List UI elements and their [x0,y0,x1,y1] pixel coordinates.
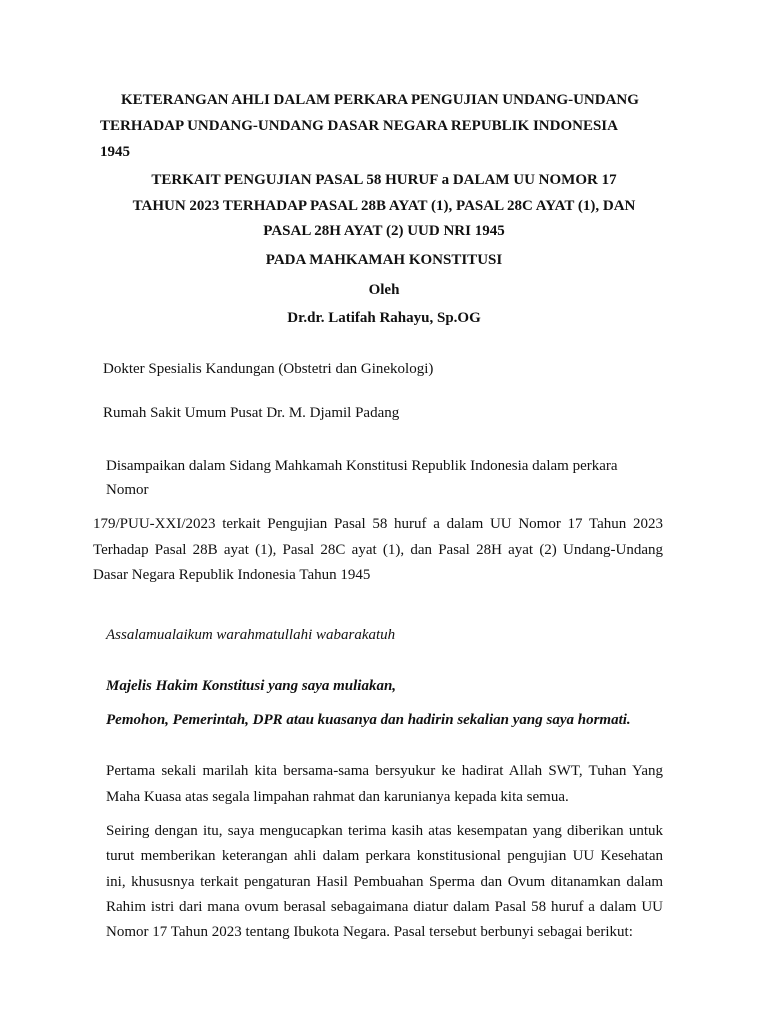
salutation-line-1: Majelis Hakim Konstitusi yang saya muliakan, [106,678,397,694]
title-line-1: KETERANGAN AHLI DALAM PERKARA PENGUJIAN UNDANG-UNDANG [121,92,639,108]
paragraph-2-line-4: Rahim istri dari mana ovum berasal sebagaimana diatur dalam Pasal 58 huruf a dalam UU [106,899,663,915]
intro-line-5: Dasar Negara Republik Indonesia Tahun 1945 [93,567,371,583]
author-specialty: Dokter Spesialis Kandungan (Obstetri dan Ginekologi) [103,361,434,377]
paragraph-1-line-2: Maha Kuasa atas segala limpahan rahmat dan karunianya kepada kita semua. [106,789,569,805]
paragraph-2-line-1: Seiring dengan itu, saya mengucapkan terima kasih atas kesempatan yang diberikan untuk [106,823,663,839]
greeting: Assalamualaikum warahmatullahi wabarakatuh [106,627,396,643]
title-line-3: 1945 [100,144,130,160]
by-label: Oleh [368,282,400,298]
author-hospital: Rumah Sakit Umum Pusat Dr. M. Djamil Padang [103,405,400,421]
paragraph-1-line-1: Pertama sekali marilah kita bersama-sama bersyukur ke hadirat Allah SWT, Tuhan Yang [106,763,663,779]
title-line-6: PASAL 28H AYAT (2) UUD NRI 1945 [263,223,505,239]
author-name: Dr.dr. Latifah Rahayu, Sp.OG [287,310,481,326]
intro-line-3: 179/PUU-XXI/2023 terkait Pengujian Pasal 58 huruf a dalam UU Nomor 17 Tahun 2023 [93,516,663,532]
intro-line-2: Nomor [106,482,149,498]
intro-line-1: Disampaikan dalam Sidang Mahkamah Konstitusi Republik Indonesia dalam perkara [106,458,618,474]
title-line-4: TERKAIT PENGUJIAN PASAL 58 HURUF a DALAM UU NOMOR 17 [151,172,617,188]
intro-line-4: Terhadap Pasal 28B ayat (1), Pasal 28C ayat (1), dan Pasal 28H ayat (2) Undang-Undang [93,542,663,558]
title-line-7: PADA MAHKAMAH KONSTITUSI [265,252,503,268]
paragraph-2-line-3: ini, khususnya terkait pengaturan Hasil Pembuahan Sperma dan Ovum ditanamkan dalam [106,874,663,890]
title-line-2: TERHADAP UNDANG-UNDANG DASAR NEGARA REPUBLIK INDONESIA [100,118,618,134]
salutation-line-2: Pemohon, Pemerintah, DPR atau kuasanya dan hadirin sekalian yang saya hormati. [106,712,631,728]
title-line-5: TAHUN 2023 TERHADAP PASAL 28B AYAT (1), PASAL 28C AYAT (1), DAN [132,198,636,214]
paragraph-2-line-2: turut memberikan keterangan ahli dalam perkara konstitusional pengujian UU Kesehatan [106,848,663,864]
paragraph-2-line-5: Nomor 17 Tahun 2023 tentang Ibukota Negara. Pasal tersebut berbunyi sebagai berikut: [106,924,633,940]
